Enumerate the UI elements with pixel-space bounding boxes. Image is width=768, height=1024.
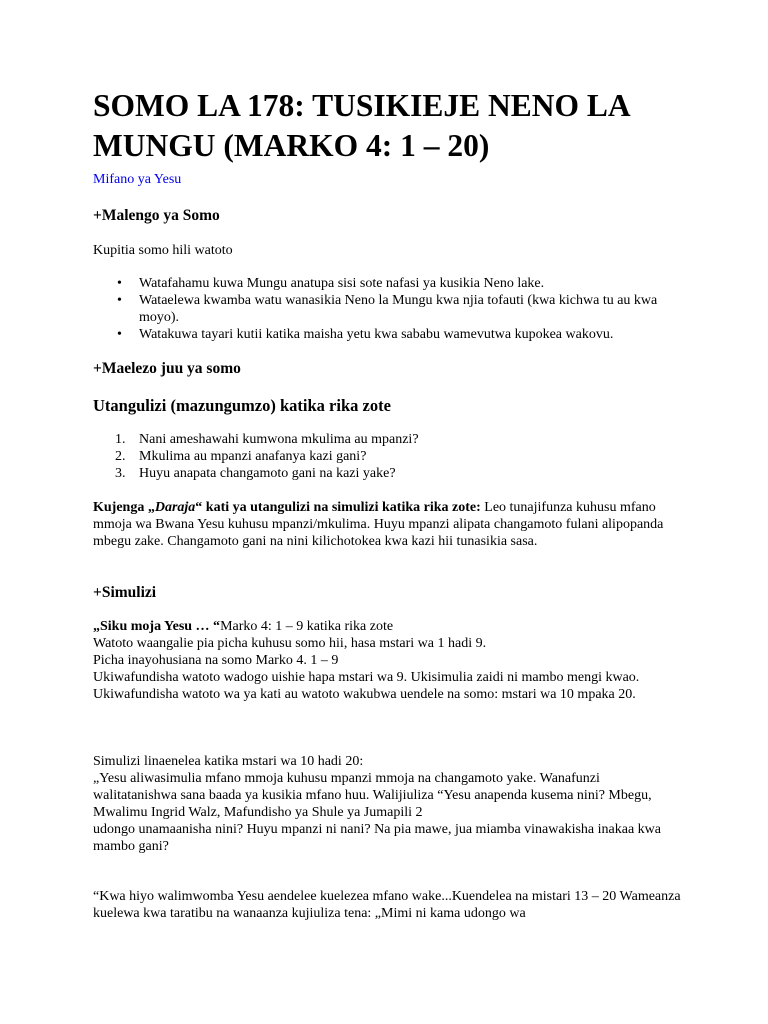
story-line: udongo unamaanisha nini? Huyu mpanzi ni nani? Na pia mawe, jua miamba vinawakisha inakaa kwa mambo gani? <box>93 822 661 854</box>
story-line: Watoto waangalie pia picha kuhusu somo hii, hasa mstari wa 1 hadi 9. <box>93 636 487 651</box>
bullet-icon: • <box>117 276 122 291</box>
list-item: • Watafahamu kuwa Mungu anatupa sisi sote nafasi ya kusikia Neno lake. <box>117 276 545 291</box>
questions-list <box>93 431 683 482</box>
list-number: 1. <box>115 432 126 447</box>
malengo-heading: +Malengo ya Somo <box>93 207 220 224</box>
maelezo-heading: +Maelezo juu ya somo <box>93 360 241 377</box>
list-item: • Watakuwa tayari kutii katika maisha yetu kwa sababu wamevutwa kupokea wakovu. <box>117 327 614 342</box>
simulizi-heading: +Simulizi <box>93 584 157 601</box>
story-line: Picha inayohusiana na somo Marko 4. 1 – 9 <box>93 653 339 668</box>
list-item: • Wataelewa kwamba watu wanasikia Neno la Mungu kwa njia tofauti (kwa kichwa tu au kwa moyo). <box>117 293 658 325</box>
story-line: Ukiwafundisha watoto wa ya kati au watoto wakubwa uendele na somo: mstari wa 10 mpaka 20. <box>93 687 636 702</box>
list-number: 2. <box>115 449 126 464</box>
page-title: SOMO LA 178: TUSIKIEJE NENO LA MUNGU (MARKO 4: 1 – 20) <box>93 88 629 163</box>
footer-credit: Mwalimu Ingrid Walz, Mafundisho ya Shule ya Jumapili 2 <box>93 805 423 820</box>
list-item: 2. Mkulima au mpanzi anafanya kazi gani? <box>115 449 367 464</box>
goals-list <box>93 275 683 343</box>
list-item: 3. Huyu anapata changamoto gani na kazi yake? <box>115 466 396 481</box>
utangulizi-heading: Utangulizi (mazungumzo) katika rika zote <box>93 396 391 415</box>
intro-text: Kupitia somo hili watoto <box>93 243 233 258</box>
story-closing: “Kwa hiyo walimwomba Yesu aendelee kuelezea mfano wake...Kuendelea na mistari 13 – 20 Wameanza kuelewa kwa taratibu na wanaanza kujiuliza tena: „Mimi ni kama udongo wa <box>93 889 681 921</box>
bridge-paragraph: Kujenga „Daraja“ kati ya utangulizi na simulizi katika rika zote: Leo tunajifunza kuhusu mfano mmoja wa Bwana Yesu kuhusu mpanzi/mkulima. Huyu mpanzi alipata changamoto fulani alipopanda mbegu zake. Changamoto gani na nini kilichotokea kwa kazi hii tunasikia sasa. <box>93 500 664 549</box>
story-line: Simulizi linaenelea katika mstari wa 10 hadi 20: <box>93 754 364 769</box>
story-line: „Yesu aliwasimulia mfano mmoja kuhusu mpanzi mmoja na changamoto yake. Wanafunzi walitatanishwa sana baada ya kusikia mfano huu. Walijiuliza “Yesu anapenda kusema nini? Mbegu, <box>93 771 652 803</box>
bullet-icon: • <box>117 327 122 342</box>
story-block <box>93 618 683 703</box>
mifano-link[interactable]: Mifano ya Yesu <box>93 172 182 187</box>
story-line: Ukiwafundisha watoto wadogo uishie hapa mstari wa 9. Ukisimulia zaidi ni mambo mengi kwao. <box>93 670 640 685</box>
bullet-icon: • <box>117 293 122 308</box>
list-number: 3. <box>115 466 126 481</box>
list-item: 1. Nani ameshawahi kumwona mkulima au mpanzi? <box>115 432 419 447</box>
story-continuation <box>93 753 683 855</box>
story-lead: „Siku moja Yesu … “Marko 4: 1 – 9 katika rika zote <box>93 619 394 634</box>
